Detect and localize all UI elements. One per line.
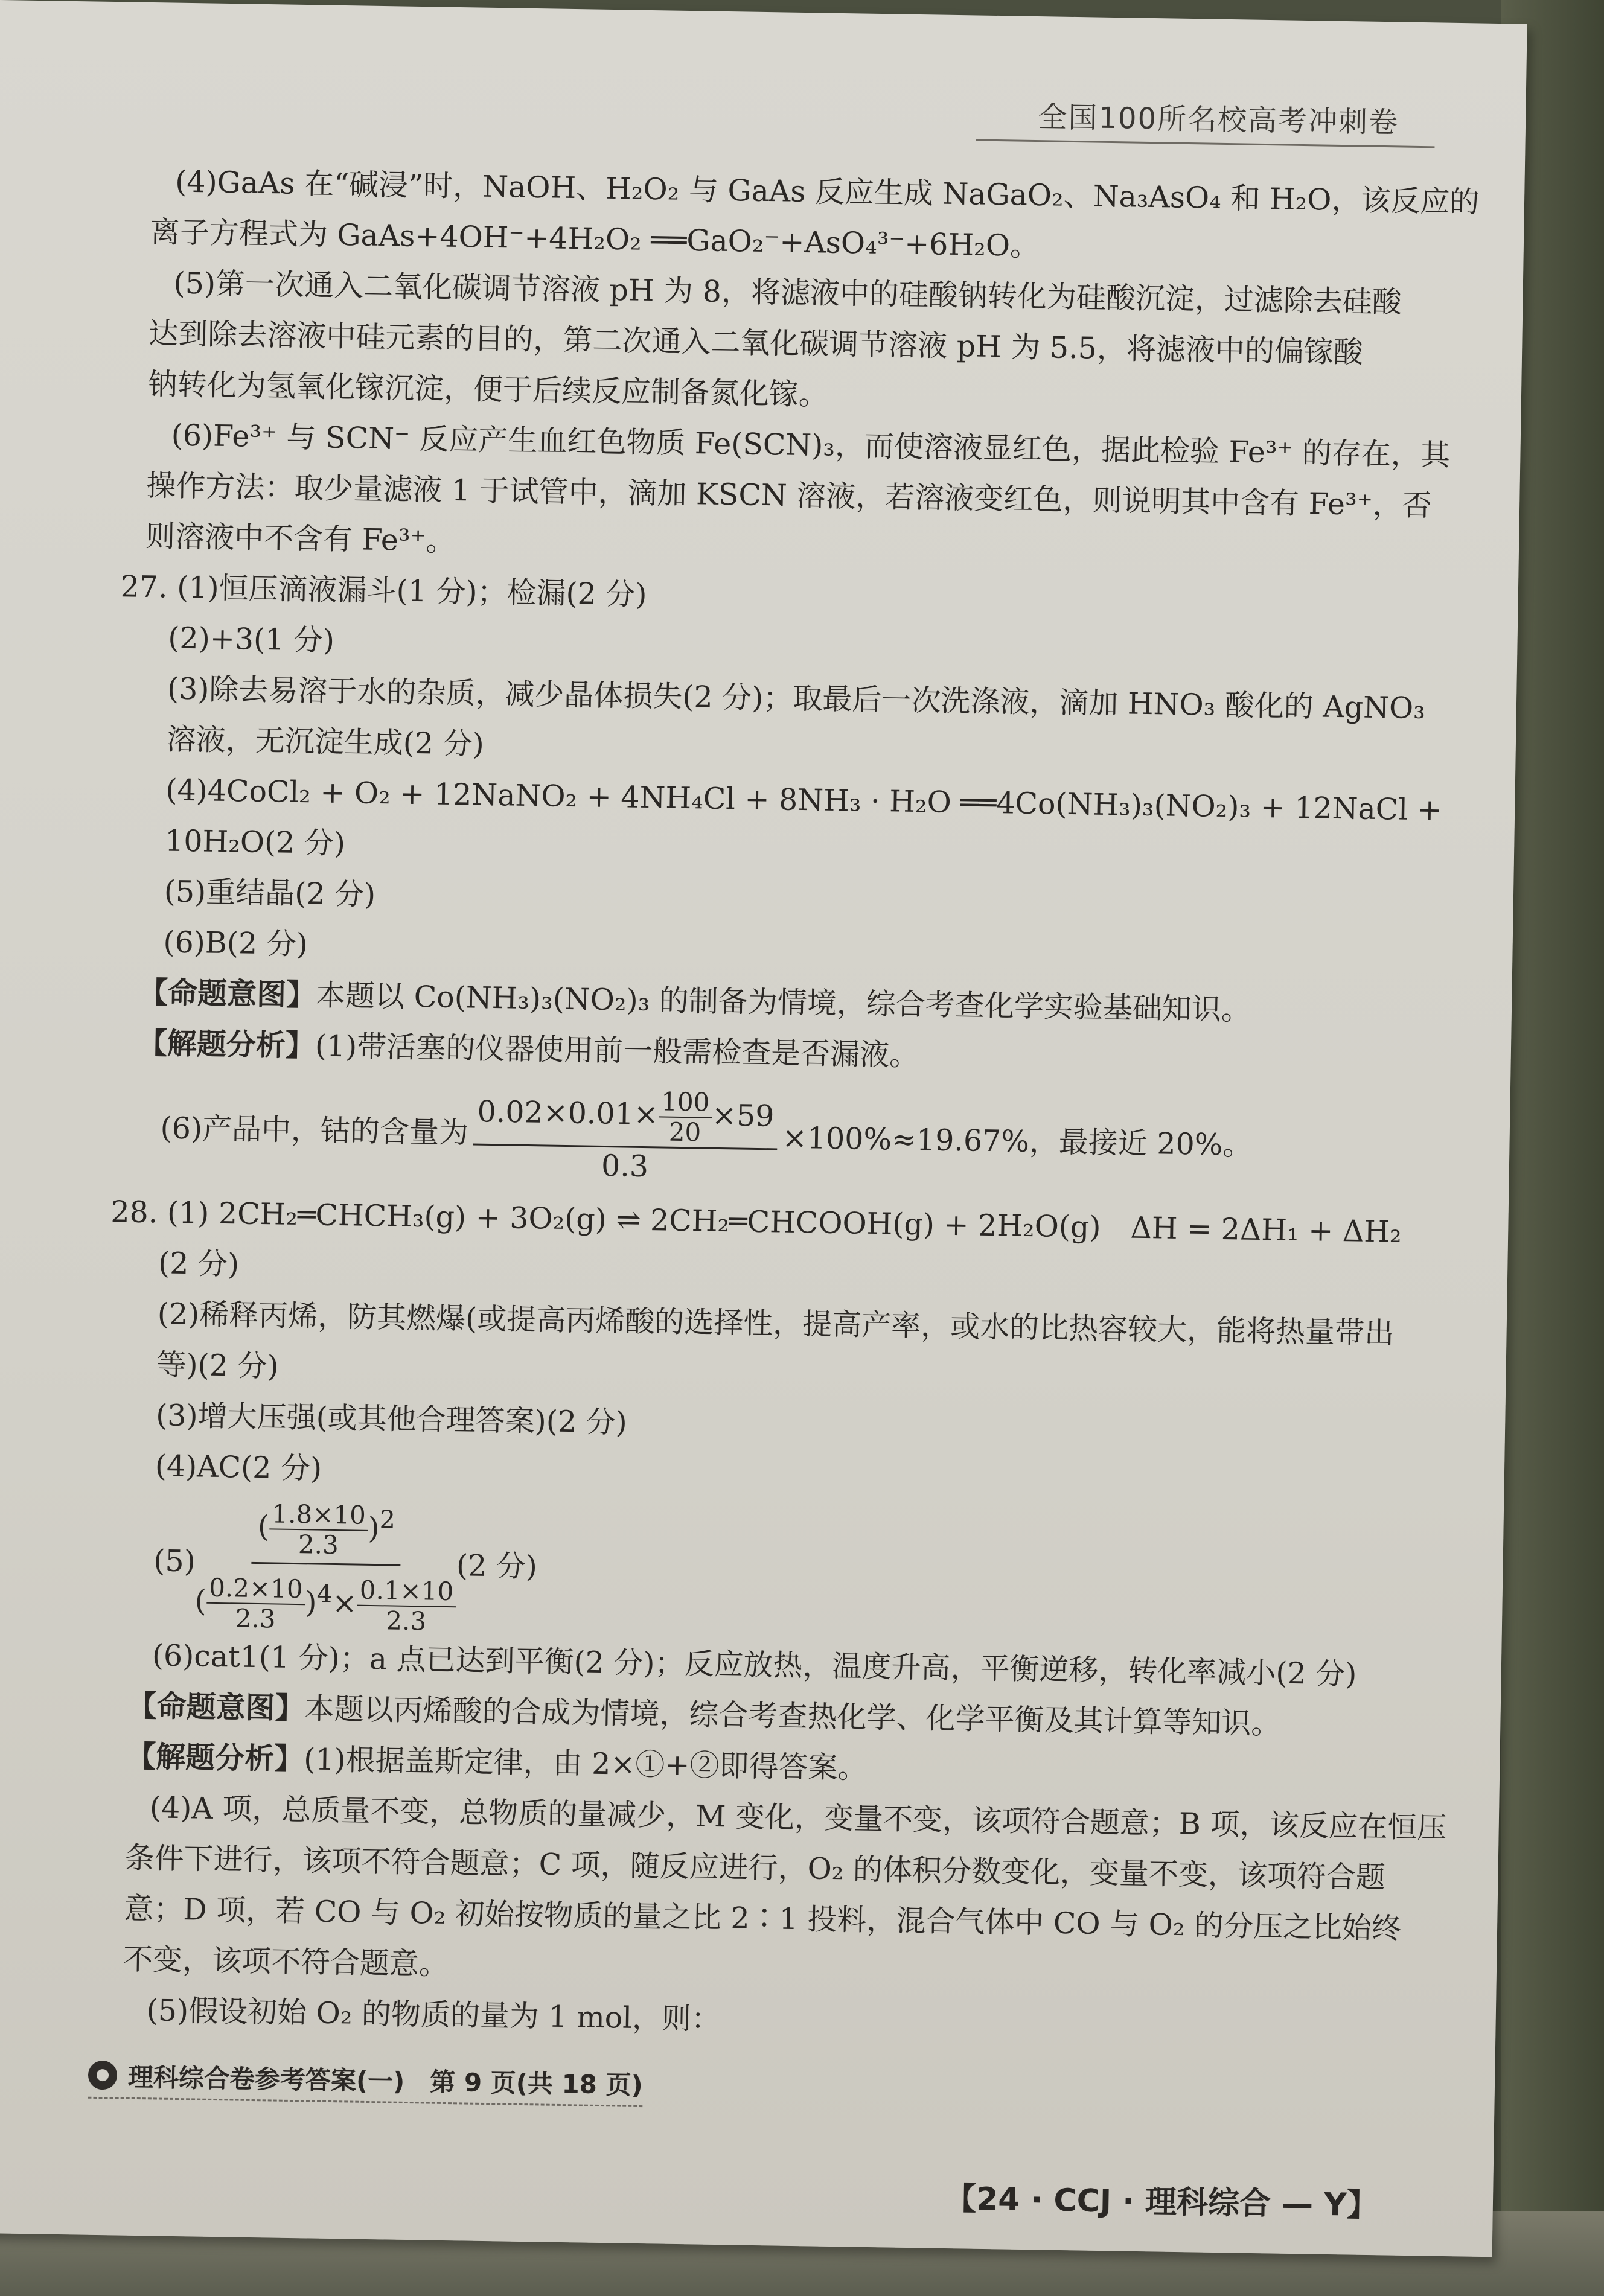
- q26-part5-line3: 钠转化为氢氧化镓沉淀，便于后续反应制备氮化镓。: [147, 366, 829, 412]
- den1-frac-bottom: 2.3: [235, 1603, 276, 1634]
- q28-line1b: (2 分): [158, 1246, 240, 1282]
- q26-part4-line1: (4)GaAs 在“碱浸”时，NaOH、H₂O₂ 与 GaAs 反应生成 NaGaO₂、Na₃AsO₄ 和 H₂O，该反应的: [174, 164, 1480, 220]
- calc-num-part-b: ×59: [711, 1097, 775, 1134]
- q27-line1: 27. (1)恒压滴液漏斗(1 分)；检漏(2 分): [120, 569, 647, 612]
- inner-frac-top: 100: [659, 1087, 712, 1118]
- q27-line4a: (4)4CoCl₂ + O₂ + 12NaNO₂ + 4NH₄Cl + 8NH₃ · H₂O ══4Co(NH₃)₃(NO₂)₃ + 12NaCl +: [165, 773, 1442, 828]
- q28-analysis4-line1: (4)A 项，总质量不变，总物质的量减少，M 变化，变量不变，该项符合题意；B 项，该反应在恒压: [149, 1790, 1447, 1846]
- q28-part5-expression: [129, 1491, 1386, 1650]
- answer-content: [110, 156, 1480, 2055]
- part5-score: (2 分): [456, 1548, 538, 1584]
- den2-frac-bottom: 2.3: [385, 1606, 427, 1636]
- q28-line1a: 28. (1) 2CH₂═CHCH₃(g) + 3O₂(g) ⇌ 2CH₂═CHCOOH(g) + 2H₂O(g) ΔH = 2ΔH₁ + ΔH₂: [110, 1194, 1402, 1249]
- q27-line2: (2)+3(1 分): [167, 620, 335, 658]
- intent-text: 本题以丙烯酸的合成为情境，综合考查热化学、化学平衡及其计算等知识。: [304, 1691, 1281, 1741]
- calc-num-part-a: 0.02×0.01×: [477, 1094, 659, 1132]
- page-header-title: 全国100所名校高考冲刺卷: [1038, 100, 1399, 140]
- calc-denominator: 0.3: [601, 1148, 649, 1184]
- q26-part5-line2: 达到除去溶液中硅元素的目的，第二次通入二氧化碳调节溶液 pH 为 5.5，将滤液中的偏镓酸: [148, 316, 1364, 370]
- q27-line4b: 10H₂O(2 分): [164, 823, 346, 861]
- q27-line5: (5)重结晶(2 分): [164, 874, 376, 912]
- q27-line3b: 溶液，无沉淀生成(2 分): [166, 722, 485, 762]
- footer-page-info: 理科综合卷参考答案(一) 第 9 页(共 18 页): [127, 2062, 644, 2100]
- den1-exponent: 4: [316, 1579, 333, 1609]
- intent-tag: 【命题意图】: [127, 1688, 305, 1726]
- q28-line2a: (2)稀释丙烯，防其燃爆(或提高丙烯酸的选择性，提高产率，或水的比热容较大，能将热量带出: [157, 1296, 1395, 1351]
- num-exponent: 2: [379, 1504, 396, 1534]
- part5-numerator: ( $\frac{1.8\times 10}{2.3}$ )$^2$: [251, 1492, 402, 1566]
- intent-tag: 【命题意图】: [138, 975, 316, 1013]
- q26-part4-line2: 离子方程式为 GaAs+4OH⁻+4H₂O₂ ══GaO₂⁻+AsO₄³⁻+6H₂O。: [150, 214, 1040, 264]
- page-footer-code: 【24 · CCJ · 理科综合 — Y】: [944, 2181, 1379, 2224]
- analysis-tag: 【解题分析】: [126, 1739, 304, 1777]
- q28-line4: (4)AC(2 分): [155, 1449, 322, 1486]
- q28-analysis5: (5)假设初始 O₂ 的物质的量为 1 mol，则：: [146, 1993, 721, 2037]
- num-frac: [269, 1499, 368, 1560]
- q26-part6-line3: 则溶液中不含有 Fe³⁺。: [145, 518, 456, 558]
- calc-suffix: ×100%≈19.67%，最接近 20%。: [782, 1120, 1253, 1162]
- num-frac-bottom: 2.3: [298, 1529, 339, 1560]
- page-footer-left: [88, 2057, 643, 2107]
- q27-line6: (6)B(2 分): [163, 925, 308, 962]
- calc-inner-fraction: [658, 1087, 712, 1147]
- q28-line2b: 等)(2 分): [156, 1347, 280, 1384]
- q26-part5-line1: (5)第一次通入二氧化碳调节溶液 pH 为 8，将滤液中的硅酸钠转化为硅酸沉淀，过滤除去硅酸: [173, 266, 1402, 320]
- num-frac-top: 1.8×10: [269, 1499, 368, 1531]
- den1-frac-top: 0.2×10: [206, 1574, 305, 1606]
- den2-frac-top: 0.1×10: [357, 1576, 456, 1608]
- q28-line6: (6)cat1(1 分)；a 点已达到平衡(2 分)；反应放热，温度升高，平衡逆移，转化率减小(2 分): [152, 1638, 1357, 1692]
- intent-text: 本题以 Co(NH₃)₃(NO₂)₃ 的制备为情境，综合考查化学实验基础知识。: [315, 978, 1251, 1027]
- den1-frac: [206, 1574, 305, 1634]
- inner-frac-bottom: 20: [668, 1117, 701, 1147]
- calc-prefix: (6)产品中，钴的含量为: [160, 1111, 469, 1150]
- q28-analysis4-line4: 不变，该项不符合题意。: [123, 1942, 449, 1982]
- calc-numerator: [473, 1084, 778, 1150]
- q28-line3: (3)增大压强(或其他合理答案)(2 分): [155, 1398, 628, 1440]
- analysis-tag: 【解题分析】: [137, 1025, 316, 1063]
- q27-line3a: (3)除去易溶于水的杂质，减少晶体损失(2 分)；取最后一次洗涤液，滴加 HNO₃ 酸化的 AgNO₃: [167, 671, 1426, 726]
- den2-frac: [357, 1576, 456, 1637]
- publisher-logo-icon: [88, 2061, 118, 2090]
- part5-prefix: (5): [153, 1543, 196, 1579]
- q27-cobalt-calculation: [135, 1069, 1393, 1207]
- q28-analysis4-line2: 条件下进行，该项不符合题意；C 项，随反应进行，O₂ 的体积分数变化，变量不变，该项符合题: [124, 1840, 1386, 1895]
- analysis-text: (1)带活塞的仪器使用前一般需检查是否漏液。: [315, 1028, 919, 1073]
- header-rule: [976, 139, 1435, 148]
- part5-denominator: ( $\frac{0.2\times 10}{2.3}$ )$^4$× $\frac{0.1\times 10}{2.3}$: [194, 1563, 456, 1637]
- calc-fraction: [473, 1084, 778, 1187]
- part5-fraction: [194, 1491, 458, 1636]
- q26-part6-line1: (6)Fe³⁺ 与 SCN⁻ 反应产生血红色物质 Fe(SCN)₃，而使溶液显红色，据此检验 Fe³⁺ 的存在，其: [171, 418, 1451, 473]
- q28-analysis4-line3: 意；D 项，若 CO 与 O₂ 初始按物质的量之比 2∶1 投料，混合气体中 CO 与 O₂ 的分压之比始终: [123, 1891, 1402, 1946]
- analysis-text: (1)根据盖斯定律，由 2×①+②即得答案。: [303, 1742, 868, 1785]
- q26-part6-line2: 操作方法：取少量滤液 1 于试管中，滴加 KSCN 溶液，若溶液变红色，则说明其中含有 Fe³⁺，否: [145, 468, 1433, 523]
